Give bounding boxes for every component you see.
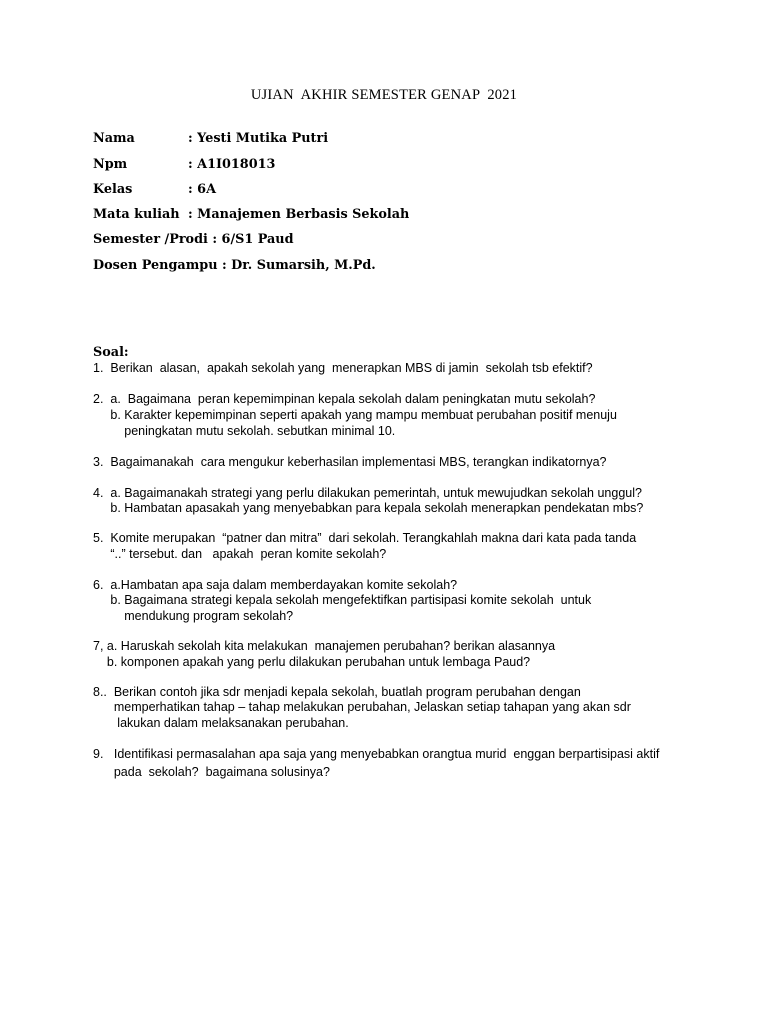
question-line: mendukung program sekolah? (93, 609, 294, 623)
question-line: b. Karakter kepemimpinan seperti apakah yang mampu membuat perubahan positif menuju (93, 408, 617, 422)
identity-label: Nama (93, 131, 135, 146)
question-line: 5. Komite merupakan “patner dan mitra” dari sekolah. Terangkahlah makna dari kata pada tanda (93, 531, 637, 545)
identity-label: Dosen Pengampu (93, 258, 218, 273)
identity-value: : Manajemen Berbasis Sekolah (188, 207, 410, 222)
question-line: 1. Berikan alasan, apakah sekolah yang menerapkan MBS di jamin sekolah tsb efektif? (93, 361, 593, 375)
question-line: memperhatikan tahap – tahap melakukan perubahan, Jelaskan setiap tahapan yang akan sdr (93, 700, 631, 714)
identity-value: : Yesti Mutika Putri (188, 131, 329, 146)
identity-row-semester-prodi (93, 232, 294, 247)
identity-row-kelas (93, 182, 216, 197)
question-line: b. Hambatan apasakah yang menyebabkan para kepala sekolah menerapkan pendekatan mbs? (93, 501, 644, 515)
identity-row-mata-kuliah (93, 207, 409, 222)
identity-label: Npm (93, 157, 128, 172)
identity-value: : Dr. Sumarsih, M.Pd. (217, 258, 376, 273)
page-title: UJIAN AKHIR SEMESTER GENAP 2021 (250, 87, 518, 103)
question-line: b. komponen apakah yang perlu dilakukan perubahan untuk lembaga Paud? (93, 655, 531, 669)
question-line: lakukan dalam melaksanakan perubahan. (93, 716, 349, 730)
question-line: 9. Identifikasi permasalahan apa saja yang menyebabkan orangtua murid enggan berpartisipasi aktif (93, 747, 660, 761)
question-line: “..” tersebut. dan apakah peran komite sekolah? (93, 547, 387, 561)
identity-value: : A1I018013 (188, 157, 276, 172)
question-line: 6. a.Hambatan apa saja dalam memberdayakan komite sekolah? (93, 578, 458, 592)
question-line: 4. a. Bagaimanakah strategi yang perlu dilakukan pemerintah, untuk mewujudkan sekolah unggul? (93, 486, 642, 500)
question-line: b. Bagaimana strategi kepala sekolah mengefektifkan partisipasi komite sekolah untuk (93, 593, 592, 607)
identity-label: Mata kuliah (93, 207, 180, 222)
identity-row-dosen (93, 258, 376, 273)
question-line: pada sekolah? bagaimana solusinya? (93, 765, 330, 779)
question-line: 2. a. Bagaimana peran kepemimpinan kepala sekolah dalam peningkatan mutu sekolah? (93, 392, 596, 406)
identity-row-nama (93, 131, 328, 146)
question-line: peningkatan mutu sekolah. sebutkan minimal 10. (93, 424, 396, 438)
identity-label: Semester /Prodi (93, 232, 208, 247)
identity-value: : 6A (188, 182, 217, 197)
question-line: 7, a. Haruskah sekolah kita melakukan manajemen perubahan? berikan alasannya (93, 639, 556, 653)
identity-row-npm (93, 157, 275, 172)
question-line: 8.. Berikan contoh jika sdr menjadi kepala sekolah, buatlah program perubahan dengan (93, 685, 581, 699)
question-line: 3. Bagaimanakah cara mengukur keberhasilan implementasi MBS, terangkan indikatornya? (93, 455, 607, 469)
identity-label: Kelas (93, 182, 133, 197)
soal-heading: Soal: (93, 345, 129, 360)
identity-value: : 6/S1 Paud (207, 232, 294, 247)
